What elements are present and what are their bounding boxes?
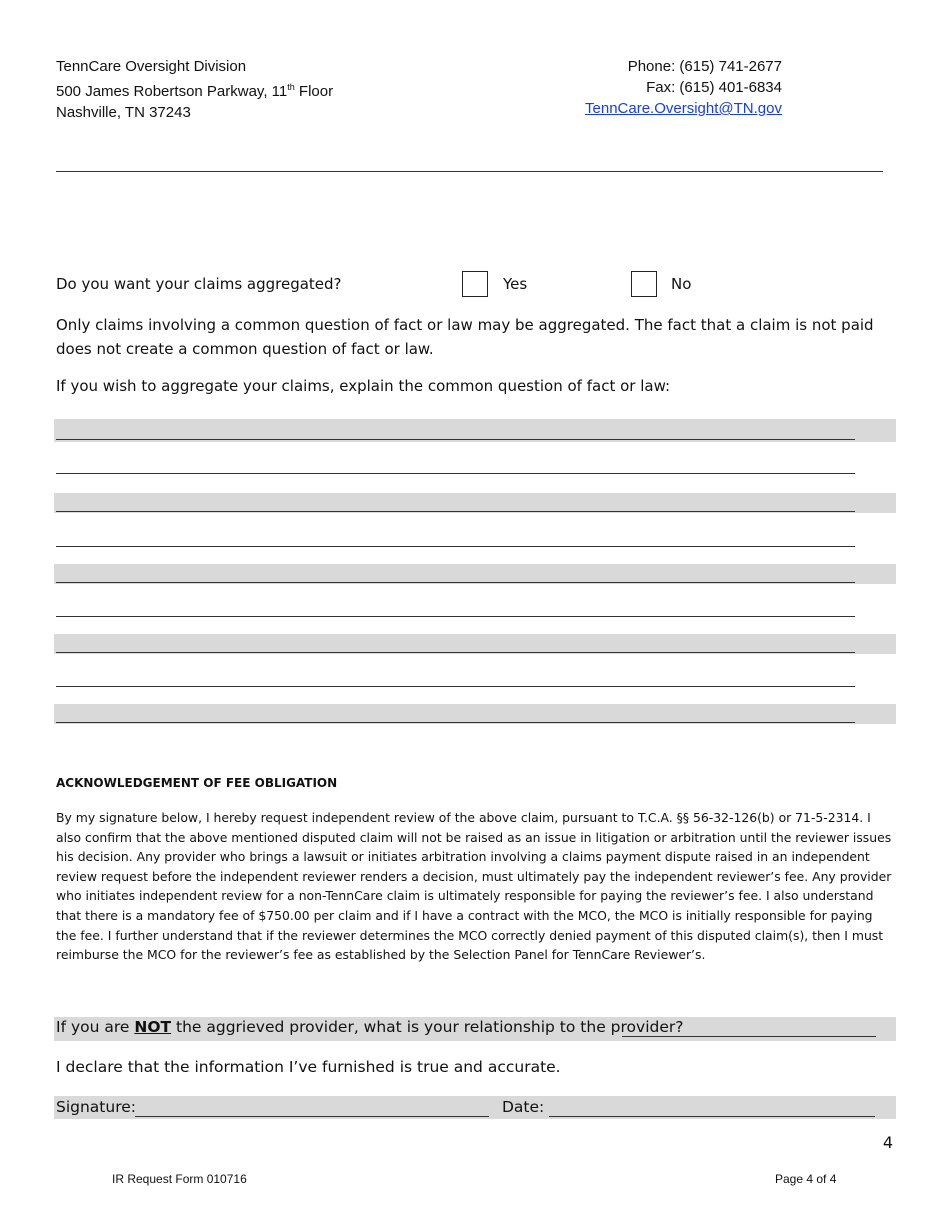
org-address-block [56,56,333,123]
acknowledgement-title: ACKNOWLEDGEMENT OF FEE OBLIGATION [56,776,338,790]
header-separator [56,171,883,172]
yes-checkbox[interactable] [462,271,488,297]
declaration: I declare that the information I’ve furnished is true and accurate. [56,1058,561,1076]
relationship-question: If you are NOT the aggrieved provider, what is your relationship to the provider? [56,1018,684,1036]
street-address: 500 James Robertson Parkway, 11th Floor [56,82,334,100]
explanation-line[interactable] [54,668,896,688]
explanation-line[interactable] [54,528,896,548]
aggregation-question: Do you want your claims aggregated? [56,275,342,293]
explanation-line[interactable] [54,419,896,442]
page-of: Page 4 of 4 [775,1172,837,1186]
no-label: No [671,275,692,293]
page-number: 4 [882,1133,893,1152]
relationship-field[interactable] [622,1036,876,1037]
org-name: TennCare Oversight Division [56,58,247,75]
signature-field[interactable] [135,1116,489,1117]
explanation-line[interactable] [54,455,896,475]
yes-label: Yes [503,275,528,293]
acknowledgement-text: By my signature below, I hereby request independent review of the above claim, pursuant to T.C.A. §§ 56-32-126(b) or 71-5-2314. I also confirm that the above mentioned disputed claim will not be raised as an issue in litigation or arbitration until the reviewer issues his decision. Any provider who brings a lawsuit or initiates arbitration involving a claims payment dispute raised in an independent review request before the independent reviewer renders a decision, must ultimately pay the independent reviewer’s fee. Any provider who initiates independent review for a non-TennCare claim is ultimately responsible for paying the reviewer’s fee. I also understand that there is a mandatory fee of $750.00 per claim and if I have a contract with the MCO, the MCO is initially responsible for paying the fee. I further understand that if the reviewer determines the MCO correctly denied payment of this disputed claim(s), then I must reimburse the MCO for the reviewer’s fee as established by the Selection Panel for TennCare Reviewer’s. [56,810,892,963]
explanation-line[interactable] [54,704,896,724]
aggregation-note: Only claims involving a common question of fact or law may be aggregated. The fact that a claim is not paid does not create a common question of fact or law. [56,316,874,358]
not-emphasis: NOT [134,1018,172,1036]
city-state-zip: Nashville, TN 37243 [56,104,191,121]
explanation-line[interactable] [54,564,896,584]
explanation-line[interactable] [54,493,896,513]
phone: Phone: (615) 741-2677 [627,58,782,75]
no-checkbox[interactable] [631,271,657,297]
email-link[interactable]: TennCare.Oversight@TN.gov [585,100,782,117]
contact-block [585,56,782,119]
aggregation-prompt: If you wish to aggregate your claims, explain the common question of fact or law: [56,377,671,395]
explanation-line[interactable] [54,634,896,654]
date-field[interactable] [549,1116,875,1117]
signature-label: Signature: [56,1098,136,1116]
fax: Fax: (615) 401-6834 [646,79,782,96]
date-label: Date: [502,1098,545,1116]
explanation-line[interactable] [54,598,896,618]
form-id: IR Request Form 010716 [112,1172,247,1186]
